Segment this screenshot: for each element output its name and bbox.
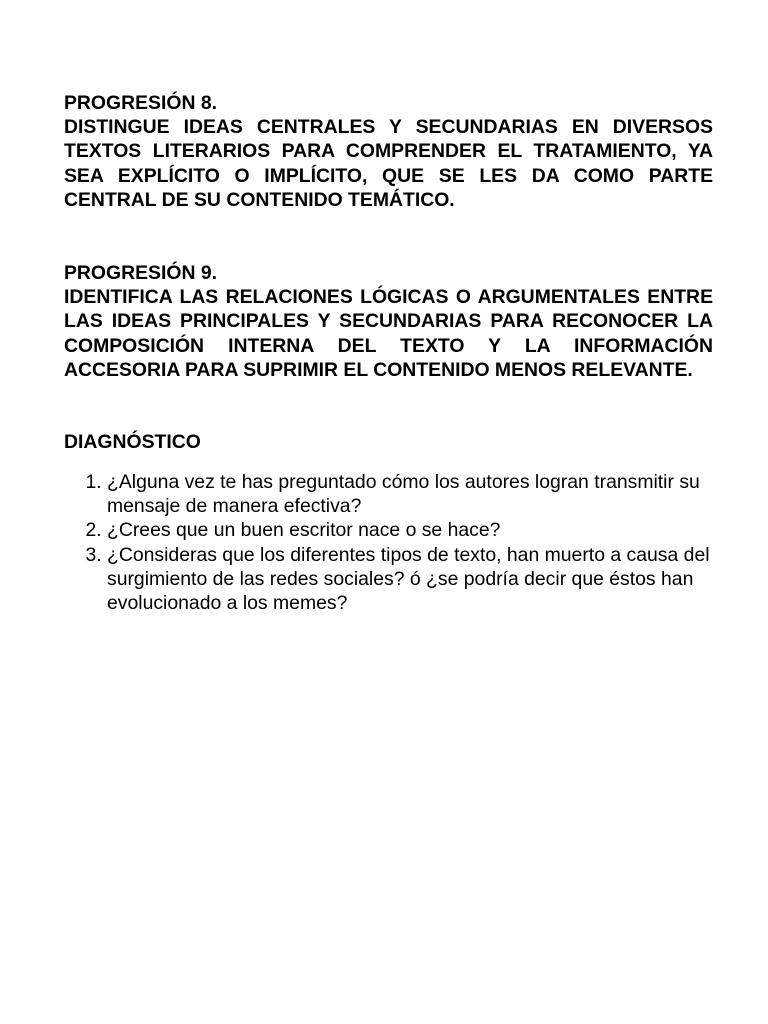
progression-heading: PROGRESIÓN 9. — [64, 262, 218, 285]
progression-8 — [64, 91, 713, 212]
diagnostic-question: 1. ¿Alguna vez te has preguntado cómo los autores logran transmitir su mensaje de manera efectiva? — [107, 470, 713, 518]
progression-description: IDENTIFICA LAS RELACIONES LÓGICAS O ARGUMENTALES ENTRE LAS IDEAS PRINCIPALES Y SECUNDARIAS PARA RECONOCER LA COMPOSICIÓN INTERNA DEL TEXTO Y LA INFORMACIÓN ACCESORIA PARA SUPRIMIR EL CONTENIDO MENOS RELEVANTE. — [64, 286, 713, 381]
diagnostic-question: 2. ¿Crees que un buen escritor nace o se hace? — [107, 518, 713, 542]
progression-heading: PROGRESIÓN 8. — [64, 92, 218, 114]
progression-description: DISTINGUE IDEAS CENTRALES Y SECUNDARIAS EN DIVERSOS TEXTOS LITERARIOS PARA COMPRENDER EL TRATAMIENTO, YA SEA EXPLÍCITO O IMPLÍCITO, QUE SE LES DA COMO PARTE CENTRAL DE SU CONTENIDO TEMÁTICO. — [64, 116, 713, 211]
diagnostic-title: DIAGNÓSTICO — [64, 431, 201, 454]
diagnostic-question-list — [64, 470, 713, 615]
diagnostic-question: 3. ¿Consideras que los diferentes tipos de texto, han muerto a causa del surgimiento de las redes sociales? ó ¿se podría decir que éstos han evolucionado a los memes? — [107, 543, 713, 616]
document-page — [64, 91, 713, 615]
progression-9 — [64, 261, 713, 382]
